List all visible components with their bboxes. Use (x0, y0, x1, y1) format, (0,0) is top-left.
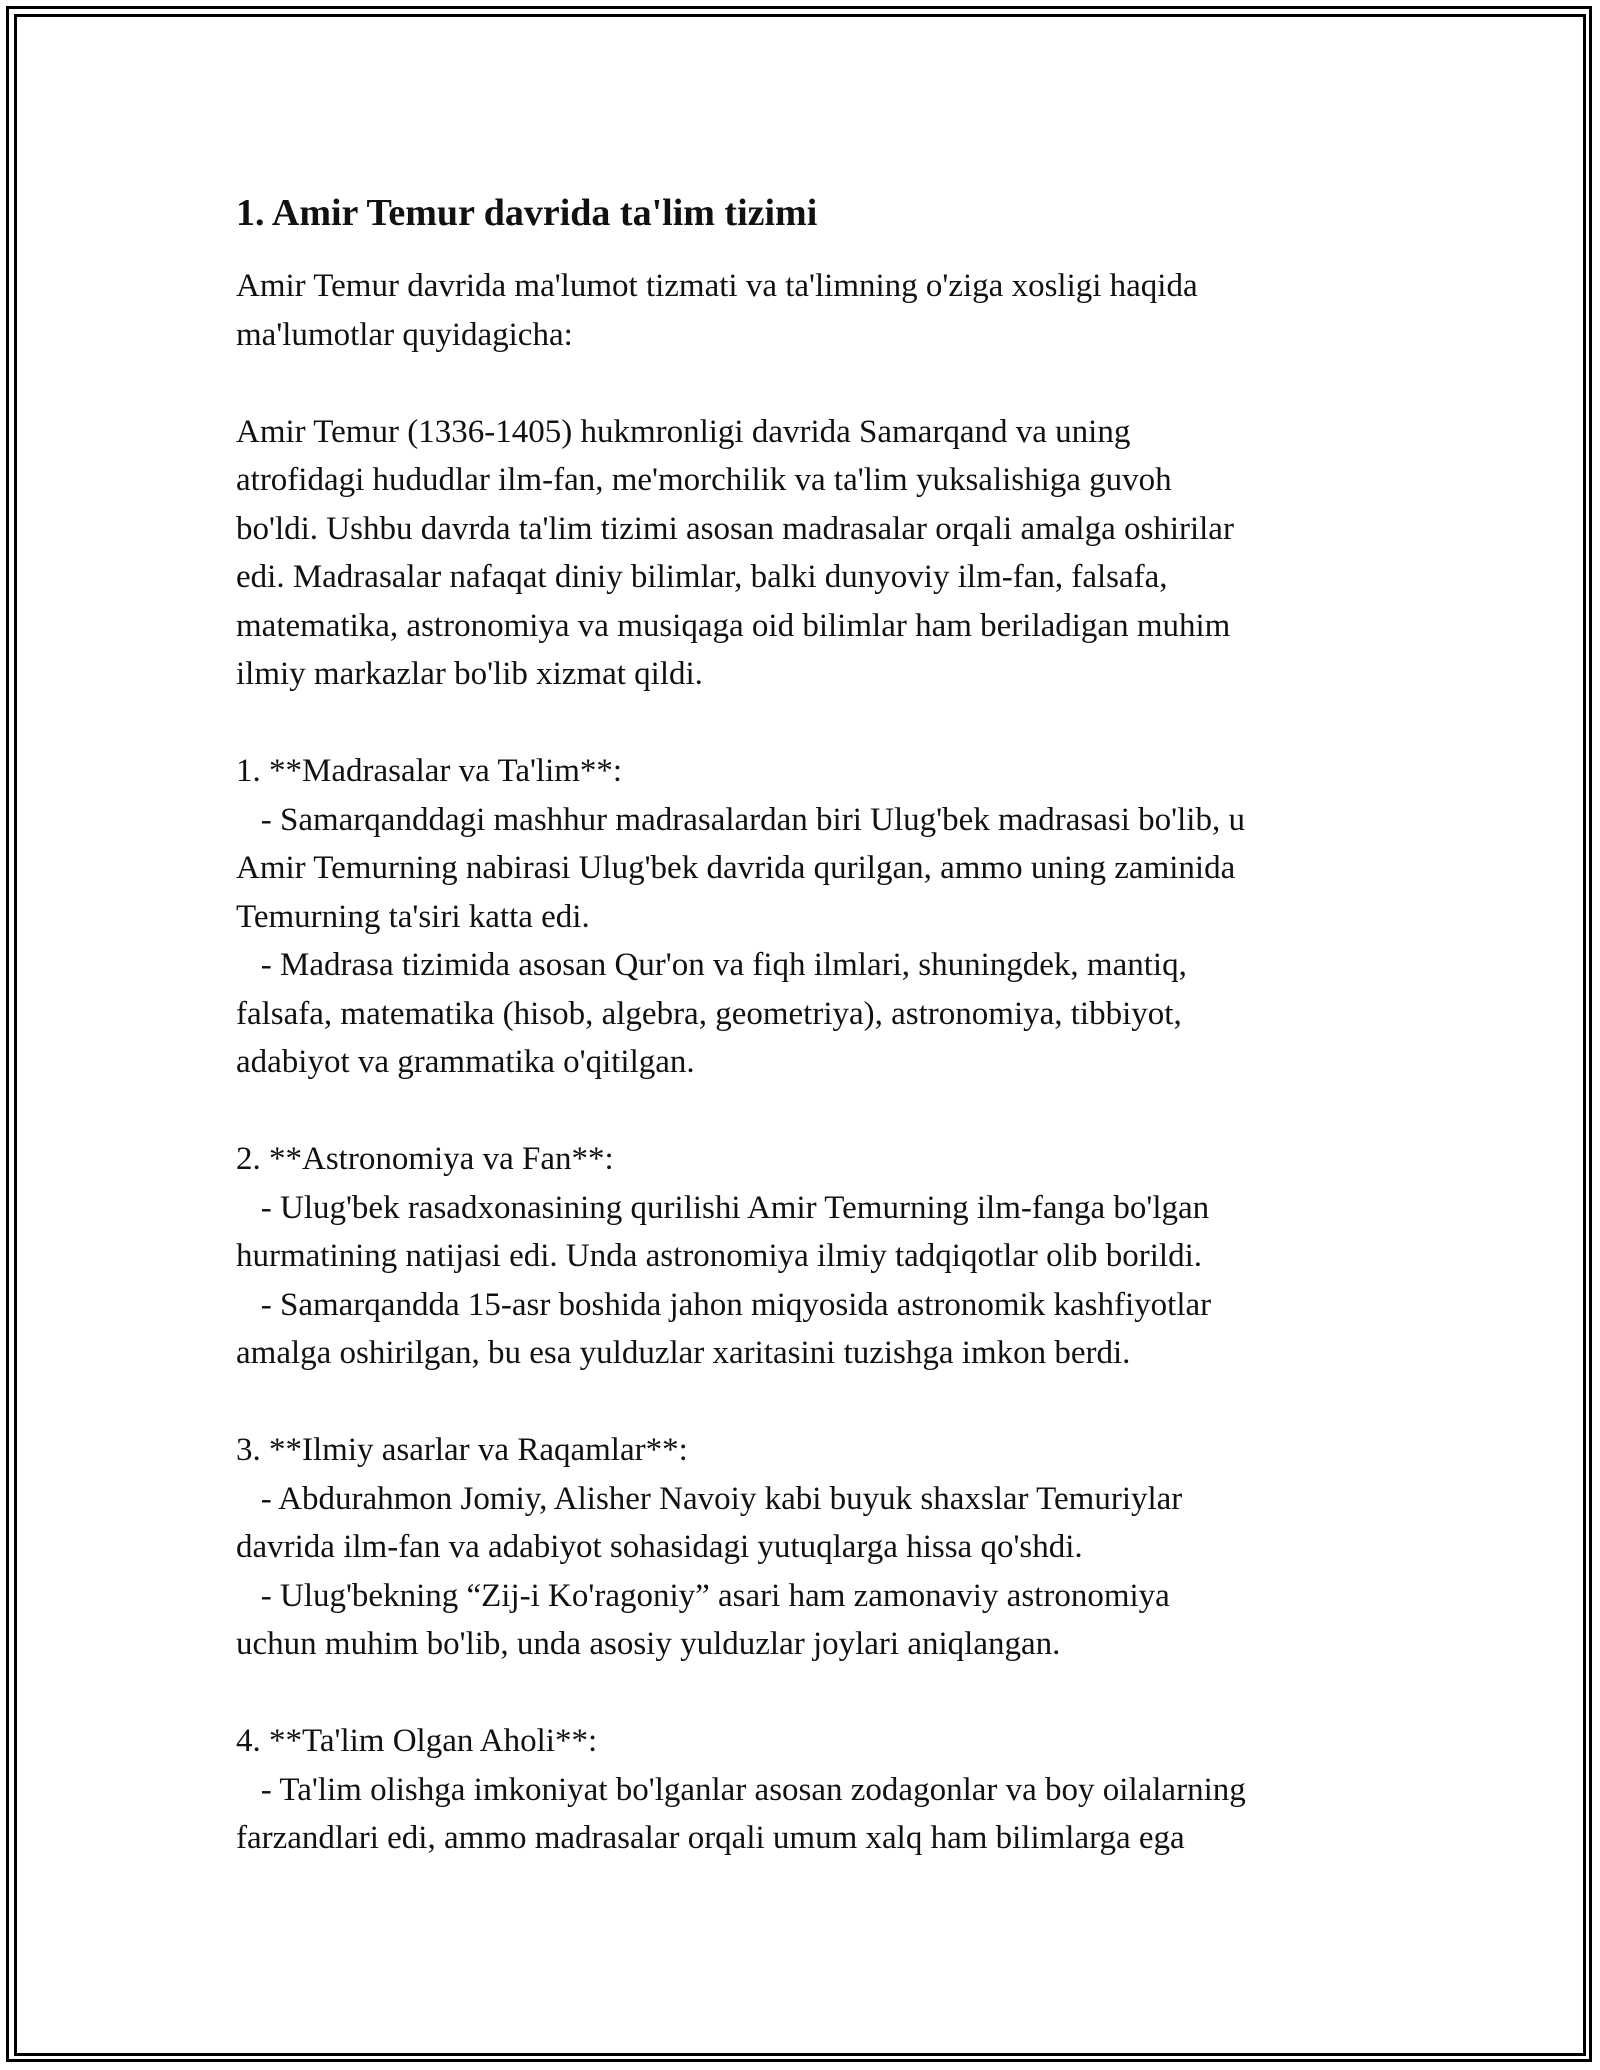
intro-line: Amir Temur davrida ma'lumot tizmati va ta'limning o'ziga xosligi haqida (236, 268, 1198, 304)
overview-line: atrofidagi hududlar ilm-fan, me'morchilik va ta'lim yuksalishiga guvoh (236, 462, 1172, 498)
paragraph-gap (236, 359, 1426, 408)
section-line: - Ulug'bek rasadxonasining qurilishi Amir Temurning ilm-fanga bo'lgan (236, 1189, 1210, 1226)
overview-line: ilmiy markazlar bo'lib xizmat qildi. (236, 656, 703, 692)
overview-line: matematika, astronomiya va musiqaga oid bilimlar ham beriladigan muhim (236, 607, 1231, 644)
section-line: adabiyot va grammatika o'qitilgan. (236, 1044, 695, 1080)
section-heading: 4. **Ta'lim Olgan Aholi**: (236, 1723, 598, 1759)
section-heading: 2. **Astronomiya va Fan**: (236, 1141, 614, 1177)
section-heading: 1. **Madrasalar va Ta'lim**: (236, 753, 623, 789)
overview-line: edi. Madrasalar nafaqat diniy bilimlar, balki dunyoviy ilm-fan, falsafa, (236, 559, 1168, 595)
intro-line: ma'lumotlar quyidagicha: (236, 316, 573, 353)
section-line: hurmatining natijasi edi. Unda astronomiya ilmiy tadqiqotlar olib borildi. (236, 1238, 1203, 1274)
document-title: 1. Amir Temur davrida ta'lim tizimi (236, 192, 818, 234)
section-line: falsafa, matematika (hisob, algebra, geometriya), astronomiya, tibbiyot, (236, 995, 1182, 1032)
overview-line: bo'ldi. Ushbu davrda ta'lim tizimi asosan madrasalar orqali amalga oshirilar (236, 510, 1234, 547)
overview-line: Amir Temur (1336-1405) hukmronligi davrida Samarqand va uning (236, 413, 1131, 450)
section-line: - Ta'lim olishga imkoniyat bo'lganlar asosan zodagonlar va boy oilalarning (236, 1771, 1246, 1808)
section-line: - Samarqanddagi mashhur madrasalardan biri Ulug'bek madrasasi bo'lib, u (236, 801, 1245, 838)
document-body (236, 188, 1426, 1863)
paragraph-gap (236, 1378, 1426, 1427)
section-line: - Madrasa tizimida asosan Qur'on va fiqh ilmlari, shuningdek, mantiq, (236, 947, 1187, 983)
section-line: - Samarqandda 15-asr boshida jahon miqyosida astronomik kashfiyotlar (236, 1286, 1212, 1323)
paragraph-gap (236, 1087, 1426, 1136)
section-line: uchun muhim bo'lib, unda asosiy yulduzlar joylari aniqlangan. (236, 1626, 1061, 1662)
paragraph-gap (236, 1669, 1426, 1718)
section-line: Temurning ta'siri katta edi. (236, 898, 590, 935)
section-heading: 3. **Ilmiy asarlar va Raqamlar**: (236, 1432, 688, 1468)
section-line: - Abdurahmon Jomiy, Alisher Navoiy kabi buyuk shaxslar Temuriylar (236, 1480, 1183, 1517)
section-line: davrida ilm-fan va adabiyot sohasidagi yutuqlarga hissa qo'shdi. (236, 1529, 1083, 1565)
section-line: Amir Temurning nabirasi Ulug'bek davrida qurilgan, ammo uning zaminida (236, 850, 1236, 886)
section-line: - Ulug'bekning “Zij-i Ko'ragoniy” asari ham zamonaviy astronomiya (236, 1577, 1170, 1614)
section-line: farzandlari edi, ammo madrasalar orqali umum xalq ham bilimlarga ega (236, 1820, 1185, 1856)
paragraph-gap (236, 699, 1426, 748)
section-line: amalga oshirilgan, bu esa yulduzlar xaritasini tuzishga imkon berdi. (236, 1335, 1131, 1371)
